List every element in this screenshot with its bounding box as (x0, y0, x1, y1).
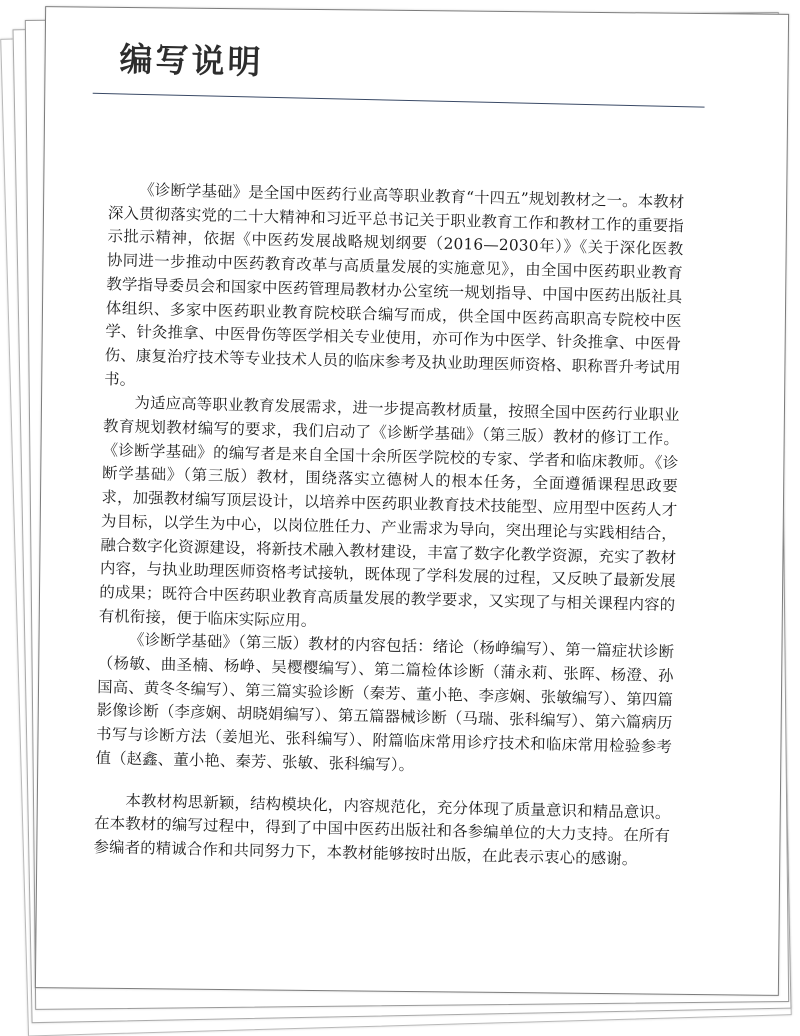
paragraph-revision: 为适应高等职业教育发展需求，进一步提高教材质量，按照全国中医药行业职业教育规划教材编写的要求，我们启动了《诊断学基础》（第三版）教材的修订工作。《诊断学基础》的编写者是来自全国十余所医学院校的专家、学者和临床教师。《诊断学基础》（第三版）教材，围绕落实立德树人的根本任务，全面遵循课程思政要求，加强教材编写顶层设计，以培养中医药职业教育技术技能型、应用型中医药人才为目标，以学生为中心，以岗位胜任力、产业需求为导向，突出理论与实践相结合，融合数字化资源建设，将新技术融入教材建设，丰富了数字化教学资源，充实了教材内容，与执业助理医师资格考试接轨，既体现了学科发展的过程，又反映了最新发展的成果；既符合中医药职业教育高质量发展的教学要求，又实现了与相关课程内容的有机衔接，便于临床实际应用。 (98, 394, 680, 630)
paragraph-intro: 《诊断学基础》是全国中医药行业高等职业教育“十四五”规划教材之一。本教材深入贯彻落实党的二十大精神和习近平总书记关于职业教育工作和教材工作的重要指示批示精神，依据《中医药发展战略规划纲要（2016—2030年）》《关于深化医教协同进一步推动中医药教育改革与高质量发展的实施意见》，由全国中医药职业教育教学指导委员会和国家中医药管理局教材办公室统一规划指导、中国中医药出版社具体组织、多家中医药职业教育院校联合编写而成，供全国中医药高职高专院校中医学、针灸推拿、中医骨伤等医学相关专业使用，亦可作为中医学、针灸推拿、中医骨伤、康复治疗技术等专业技术人员的临床参考及执业助理医师资格、职称晋升考试用书。 (104, 180, 685, 389)
paragraph-contents: 《诊断学基础》（第三版）教材的内容包括：绪论（杨峥编写）、第一篇症状诊断（杨敏、曲圣楠、杨峥、吴樱樱编写）、第二篇检体诊断（蒲永莉、张晖、杨澄、孙国高、黄冬冬编写）、第三篇实验诊断（秦芳、董小艳、李彦娴、张敏编写）、第四篇影像诊断（李彦娴、胡晓娟编写）、第五篇器械诊断（马瑞、张科编写）、第六篇病历书写与诊断方法（姜旭光、张科编写）、附篇临床常用诊疗技术和临床常用检验参考值（赵鑫、董小艳、秦芳、张敏、张科编写）。 (95, 631, 675, 775)
page-content (39, 36, 725, 874)
page-title: 编写说明 (119, 39, 264, 82)
paragraph-acknowledgement: 本教材构思新颖，结构模块化，内容规范化，充分体现了质量意识和精品意识。在本教材的编写过程中，得到了中国中医药出版社和各参编单位的大力支持。在所有参编者的精诚合作和共同努力下，本教材能够按时出版，在此表示衷心的感谢。 (93, 791, 671, 869)
title-underline (93, 93, 705, 108)
body-text (93, 178, 684, 873)
